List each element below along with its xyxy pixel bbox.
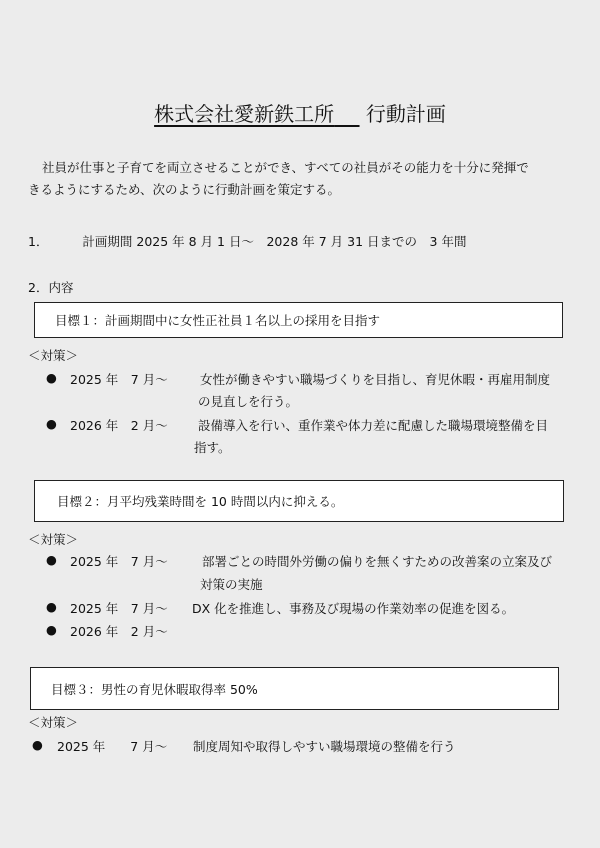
goal-1-measures-label: ＜対策＞ [28,348,79,363]
company-name: 株式会社愛新鉄工所 [154,102,335,126]
goal-2-measure-3 [46,622,192,640]
measure-date: 2025 年 7 月～ [70,372,168,387]
goal-2-box [34,480,564,522]
goal-2-measure-1 [46,552,552,570]
measure-text: 女性が働きやすい職場づくりを目指し、育児休暇・再雇用制度 [200,372,551,387]
bullet-icon: ● [32,737,43,752]
goal-1-measure-1 [46,370,550,388]
goal-3-label: 目標３：男性の育児休暇取得率 50% [51,681,258,697]
title-suffix: 行動計画 [365,102,446,126]
bullet-icon: ● [46,416,57,431]
content-heading: 2．内容 [28,280,74,295]
period-text: 計画期間 2025 年 8 月 1 日～ 2028 年 7 月 31 日までの 3 年間 [82,234,467,249]
intro-line-2: きるようにするため、次のように行動計画を策定する。 [28,182,341,197]
measure-date: 2026 年 2 月～ [70,418,168,433]
page-title [0,98,600,127]
measure-date: 2025 年 7 月～ [70,554,168,569]
goal-2-measure-2 [46,599,514,617]
measure-text: 部署ごとの時間外労働の偏りを無くすための改善案の立案及び [202,554,553,569]
intro-line-1: 社員が仕事と子育てを両立させることができ、すべての社員がその能力を十分に発揮で [42,160,529,175]
goal-1-measure-1-cont: の見直しを行う。 [198,394,299,409]
bullet-icon: ● [46,622,57,637]
measure-text: DX 化を推進し、事務及び現場の作業効率の促進を図る。 [192,601,515,616]
measure-date: 2025 年 7 月～ [70,601,168,616]
bullet-icon: ● [46,370,57,385]
bullet-icon: ● [46,599,57,614]
goal-1-measure-2 [46,416,548,434]
goal-3-measure-1 [32,737,456,755]
bullet-icon: ● [46,552,57,567]
period-number: 1． [28,234,49,249]
measure-date: 2025 年 7 月～ [57,739,168,754]
measure-text: 制度周知や取得しやすい職場環境の整備を行う [193,739,456,754]
goal-1-measure-2-cont: 指す。 [194,440,231,455]
goal-2-measures-label: ＜対策＞ [28,532,79,547]
intro-paragraph [28,157,578,201]
plan-period [28,232,466,250]
measure-text: 設備導入を行い、重作業や体力差に配慮した職場環境整備を目 [198,418,549,433]
goal-3-measures-label: ＜対策＞ [28,715,79,730]
goal-1-label: 目標１：計画期間中に女性正社員１名以上の採用を目指す [55,313,381,328]
goal-3-box [30,667,559,710]
goal-1-box [34,302,563,338]
measure-date: 2026 年 2 月～ [70,624,168,639]
goal-2-measure-1-cont: 対策の実施 [200,577,263,592]
goal-2-label: 目標２：月平均残業時間を 10 時間以内に抑える。 [57,494,344,509]
